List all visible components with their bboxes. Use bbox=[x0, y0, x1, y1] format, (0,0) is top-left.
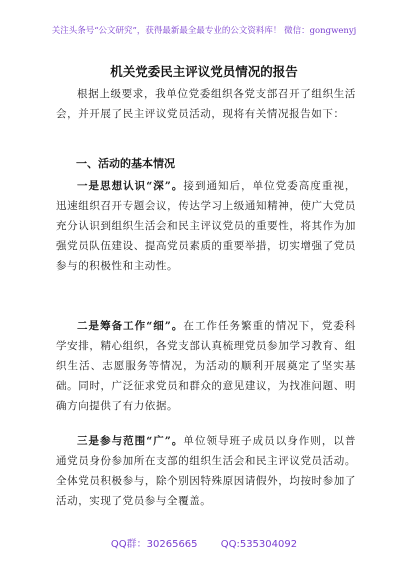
paragraph-3-text: 单位领导班子成员以身作则，以普通党员身份参加所在支部的组织生活会和民主评议党员活动。全体党员积极参与，除个别因特殊原因请假外，均按时参加了活动，实现了党员参与全覆盖。 bbox=[56, 435, 356, 507]
footer-qq-number: QQ:535304092 bbox=[220, 539, 298, 550]
paragraph-1 bbox=[56, 176, 356, 276]
intro-paragraph: 根据上级要求，我单位党委组织各党支部召开了组织生活会，并开展了民主评议党员活动，现将有关情况报告如下： bbox=[56, 88, 356, 120]
section-heading: 一、活动的基本情况 bbox=[76, 157, 175, 170]
paragraph-3-lead: 三是参与范围“广”。 bbox=[77, 435, 184, 447]
paragraph-3 bbox=[56, 431, 356, 511]
paragraph-1-text: 接到通知后，单位党委高度重视，迅速组织召开专题会议，传达学习上级通知精神，使广大党员充分认识到组织生活会和民主评议党员的重要性，将其作为加强党员队伍建设、提高党员素质的重要举措，切实增强了党员参与的积极性和主动性。 bbox=[56, 180, 356, 272]
paragraph-1-lead: 一是思想认识“深”。 bbox=[77, 180, 184, 192]
paragraph-2-lead: 二是筹备工作“细”。 bbox=[77, 320, 184, 332]
footer bbox=[0, 535, 408, 550]
header-banner: 关注头条号“公文研究”，获得最新最全最专业的公文资料库！ 微信：gongwenyj bbox=[51, 26, 357, 36]
footer-qq-group: QQ群：30265665 bbox=[110, 539, 198, 550]
paragraph-2 bbox=[56, 316, 356, 416]
document-title: 机关党委民主评议党员情况的报告 bbox=[110, 64, 298, 79]
paragraph-2-text: 在工作任务繁重的情况下，党委科学安排，精心组织，各党支部认真梳理党员参加学习教育、组织生活、志愿服务等情况，为活动的顺利开展奠定了坚实基础。同时，广泛征求党员和群众的意见建议，为找准问题、明确方向提供了有力依据。 bbox=[56, 320, 356, 412]
